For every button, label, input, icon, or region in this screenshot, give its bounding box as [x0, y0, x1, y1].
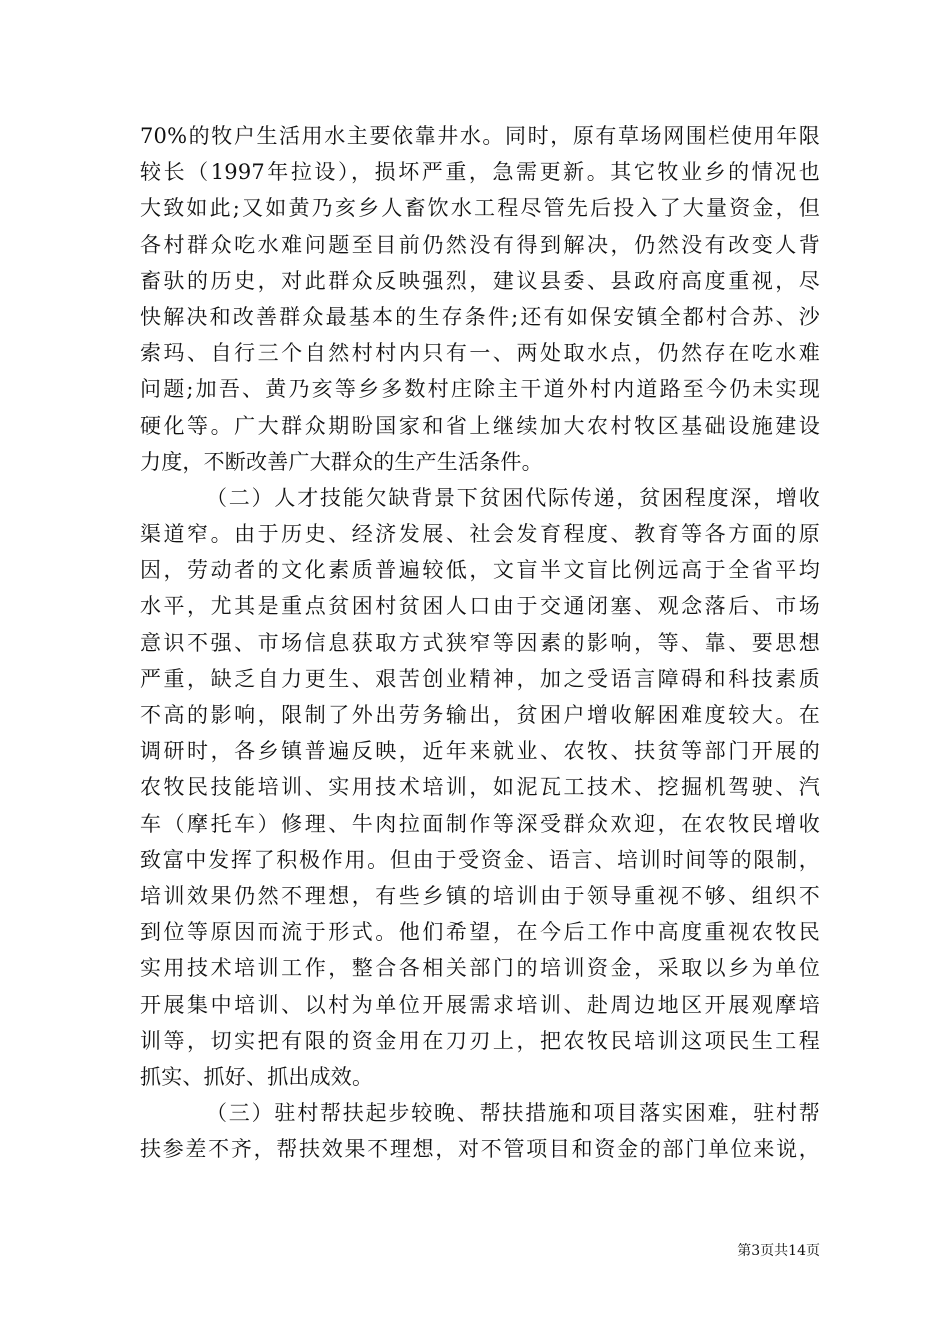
text-line: 实用技术培训工作，整合各相关部门的培训资金，采取以乡为单位	[140, 956, 820, 981]
text-line: 因，劳动者的文化素质普遍较低，文盲半文盲比例远高于全省平均	[140, 558, 820, 583]
text-line: 水平，尤其是重点贫困村贫困人口由于交通闭塞、观念落后、市场	[140, 594, 820, 619]
text-line: （三）驻村帮扶起步较晚、帮扶措施和项目落实困难，驻村帮	[206, 1101, 820, 1126]
text-line: 开展集中培训、以村为单位开展需求培训、赴周边地区开展观摩培	[140, 992, 820, 1017]
text-line: 力度，不断改善广大群众的生产生活条件。	[140, 449, 543, 474]
text-line: 抓实、抓好、抓出成效。	[140, 1064, 374, 1089]
text-line: 大致如此;又如黄乃亥乡人畜饮水工程尽管先后投入了大量资金，但	[140, 196, 820, 221]
text-line: 硬化等。广大群众期盼国家和省上继续加大农村牧区基础设施建设	[140, 413, 820, 438]
text-line: 农牧民技能培训、实用技术培训，如泥瓦工技术、挖掘机驾驶、汽	[140, 775, 820, 800]
text-line: 各村群众吃水难问题至目前仍然没有得到解决，仍然没有改变人背	[140, 232, 820, 257]
page-number: 第3页共14页	[737, 1243, 820, 1259]
text-line: 索玛、自行三个自然村村内只有一、两处取水点，仍然存在吃水难	[140, 341, 820, 366]
text-line: 车（摩托车）修理、牛肉拉面制作等深受群众欢迎，在农牧民增收	[140, 811, 820, 836]
text-line: 严重，缺乏自力更生、艰苦创业精神，加之受语言障碍和科技素质	[140, 666, 820, 691]
text-line: 畜驮的历史，对此群众反映强烈，建议县委、县政府高度重视，尽	[140, 268, 820, 293]
text-line: 扶参差不齐，帮扶效果不理想，对不管项目和资金的部门单位来说，	[140, 1137, 820, 1162]
text-line: 快解决和改善群众最基本的生存条件;还有如保安镇全都村合苏、沙	[140, 304, 820, 329]
body-text	[140, 118, 820, 1167]
text-line: 渠道窄。由于历史、经济发展、社会发育程度、教育等各方面的原	[140, 522, 820, 547]
text-line: 培训效果仍然不理想，有些乡镇的培训由于领导重视不够、组织不	[140, 883, 820, 908]
text-line: 不高的影响，限制了外出劳务输出，贫困户增收解困难度较大。在	[140, 703, 820, 727]
text-line: 致富中发挥了积极作用。但由于受资金、语言、培训时间等的限制，	[140, 847, 820, 872]
text-line: 较长（1997年拉设），损坏严重，急需更新。其它牧业乡的情况也	[140, 160, 820, 185]
text-line: 调研时，各乡镇普遍反映，近年来就业、农牧、扶贫等部门开展的	[140, 739, 820, 764]
text-line: （二）人才技能欠缺背景下贫困代际传递，贫困程度深，增收	[206, 485, 820, 510]
text-line: 训等，切实把有限的资金用在刀刃上，把农牧民培训这项民生工程	[140, 1028, 820, 1053]
text-line: 到位等原因而流于形式。他们希望，在今后工作中高度重视农牧民	[140, 920, 820, 945]
text-line: 70%的牧户生活用水主要依靠井水。同时，原有草场网围栏使用年限	[140, 124, 820, 148]
text-line: 问题;加吾、黄乃亥等乡多数村庄除主干道外村内道路至今仍未实现	[140, 377, 820, 402]
text-line: 意识不强、市场信息获取方式狭窄等因素的影响，等、靠、要思想	[140, 630, 820, 655]
